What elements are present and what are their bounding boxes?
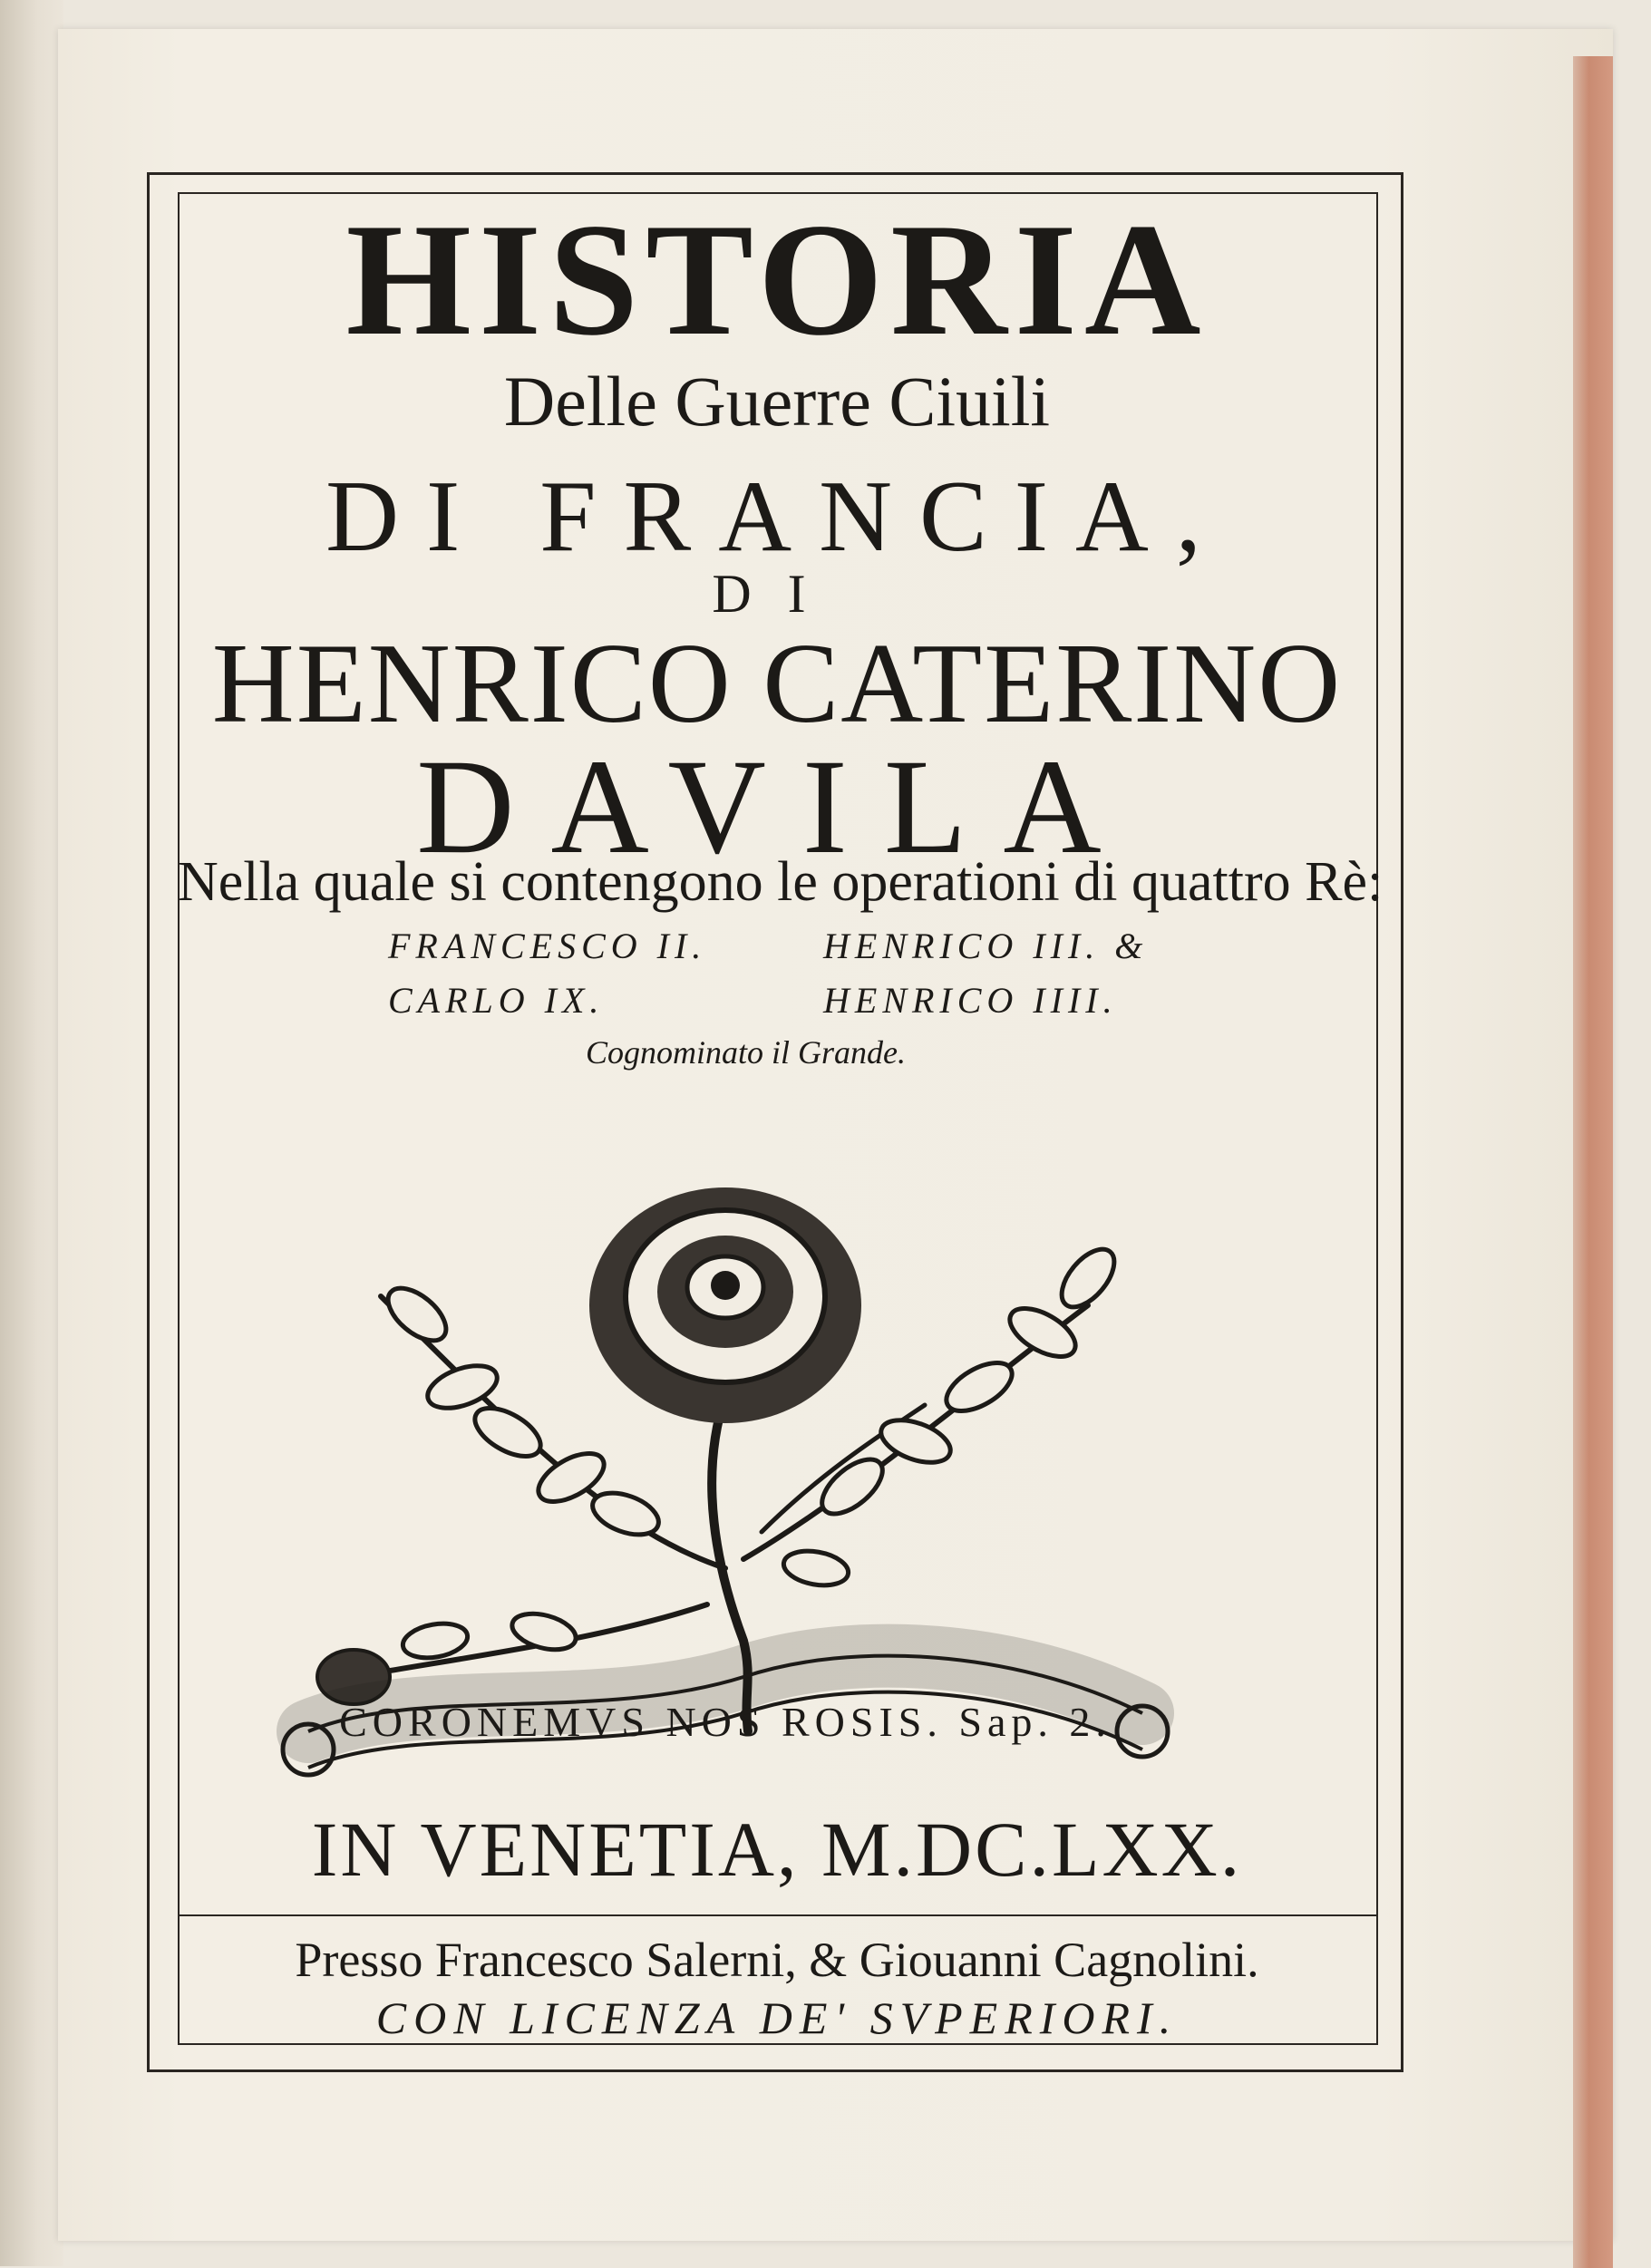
printers: Presso Francesco Salerni, & Giouanni Cagnolini. bbox=[295, 1933, 1259, 1987]
author-first-name: HENRICO CATERINO bbox=[211, 621, 1343, 747]
epithet: Cognominato il Grande. bbox=[586, 1034, 907, 1071]
motto: CORONEMVS NOS ROSIS. Sap. 2. bbox=[339, 1699, 1112, 1745]
subtitle: Delle Guerre Ciuili bbox=[503, 362, 1051, 441]
king-3: CARLO IX. bbox=[388, 980, 605, 1021]
imprint-rule bbox=[178, 1914, 1376, 1916]
imprint-place-date: IN VENETIA, M.DC.LXX. bbox=[311, 1806, 1243, 1893]
di-line: DI bbox=[712, 564, 842, 624]
title: HISTORIA bbox=[345, 189, 1209, 369]
description: Nella quale si contengono le operationi di quattro Rè: bbox=[178, 851, 1384, 913]
king-4: HENRICO IIII. bbox=[823, 980, 1118, 1021]
king-2: HENRICO III. & bbox=[823, 926, 1149, 966]
license: CON LICENZA DE' SVPERIORI. bbox=[375, 1992, 1179, 2043]
book-spine bbox=[0, 0, 63, 2266]
author-last-name: DAVILA bbox=[416, 732, 1138, 882]
page-edge bbox=[1573, 56, 1613, 2268]
king-1: FRANCESCO II. bbox=[388, 926, 707, 966]
country: DI FRANCIA, bbox=[325, 460, 1229, 573]
rose-emblem-icon bbox=[272, 1097, 1269, 1786]
